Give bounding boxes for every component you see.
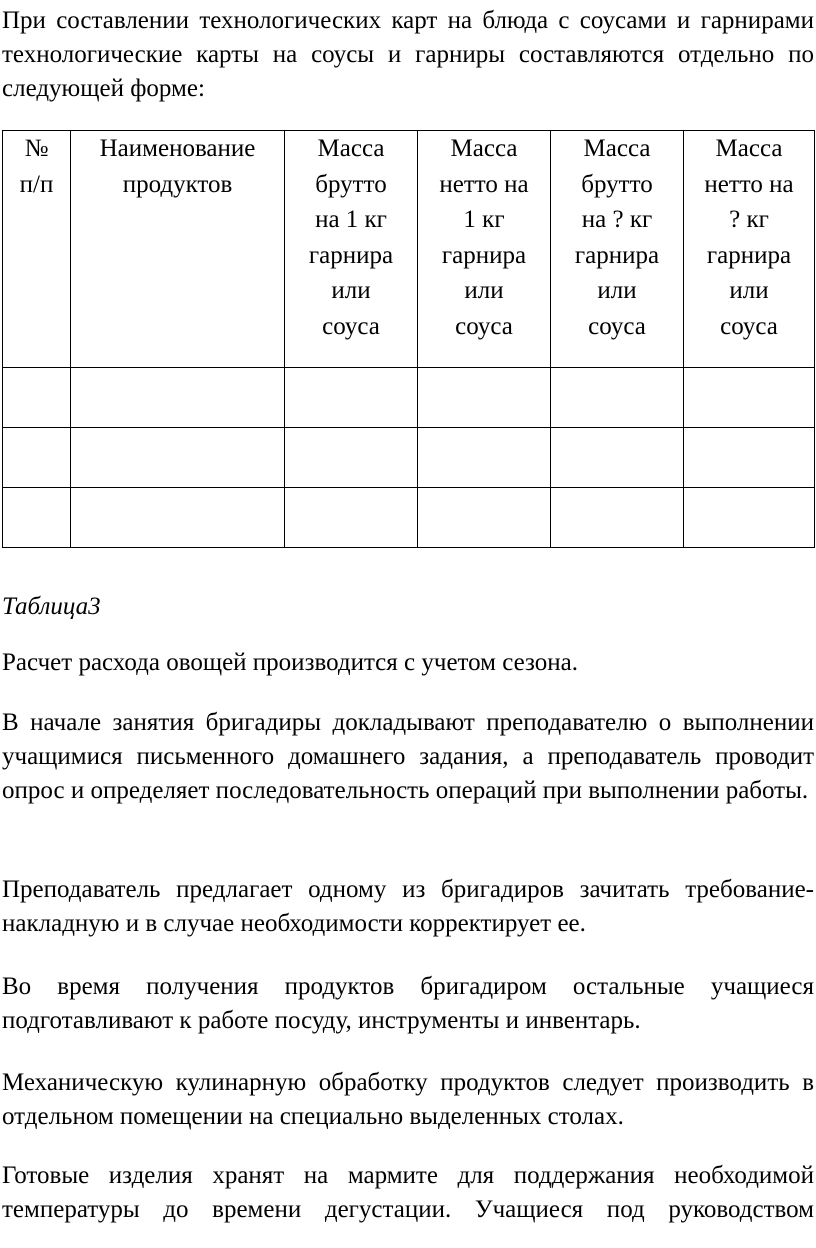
table-row [3,488,815,548]
header-cell-gross-per-kg: Масса брутто на 1 кг гарнира или соуса [285,131,418,368]
table-cell [684,428,815,488]
table-cell [551,368,684,428]
intro-paragraph: При составлении технологических карт на блюда с соусами и гарнирами технологические карты на соусы и гарниры составляются отдельно по следующей форме: [2,7,814,102]
table-cell [3,428,71,488]
paragraph-vegetables-season: Расчет расхода овощей производится с учетом сезона. [2,649,578,676]
table-cell [71,368,285,428]
table-row [3,428,815,488]
table-header-row [3,131,815,368]
table-cell [418,428,551,488]
table-cell [285,488,418,548]
paragraph-lesson-start: В начале занятия бригадиры докладывают преподавателю о выполнении учащимися письменного домашнего задания, а преподаватель проводит опрос и определяет последовательность операций при выполнении работы. [2,709,814,804]
table-cell [684,488,815,548]
paragraph-requisition: Преподаватель предлагает одному из бригадиров зачитать требование-накладную и в случае необходимости корректирует ее. [2,876,814,937]
table-cell [418,488,551,548]
tech-card-table [2,130,815,548]
table-cell [684,368,815,428]
table-caption: Таблица3 [2,593,101,620]
table-cell [285,428,418,488]
table-cell [71,488,285,548]
table-cell [71,428,285,488]
header-cell-number: № п/п [3,131,71,368]
table-cell [285,368,418,428]
paragraph-storage: Готовые изделия хранят на мармите для поддержания необходимой температуры до времени дегустации. Учащиеся под руководством [2,1162,814,1223]
table-cell [418,368,551,428]
table-cell [551,428,684,488]
header-cell-product-name: Наименование продуктов [71,131,285,368]
header-cell-net-per-x-kg: Масса нетто на ? кг гарнира или соуса [684,131,815,368]
table-cell [3,488,71,548]
table-row [3,368,815,428]
header-cell-gross-per-x-kg: Масса брутто на ? кг гарнира или соуса [551,131,684,368]
paragraph-mechanical-processing: Механическую кулинарную обработку продуктов следует производить в отдельном помещении на специально выделенных столах. [2,1069,814,1130]
table-cell [3,368,71,428]
paragraph-preparation: Во время получения продуктов бригадиром остальные учащиеся подготавливают к работе посуду, инструменты и инвентарь. [2,973,814,1034]
table-cell [551,488,684,548]
header-cell-net-per-kg: Масса нетто на 1 кг гарнира или соуса [418,131,551,368]
